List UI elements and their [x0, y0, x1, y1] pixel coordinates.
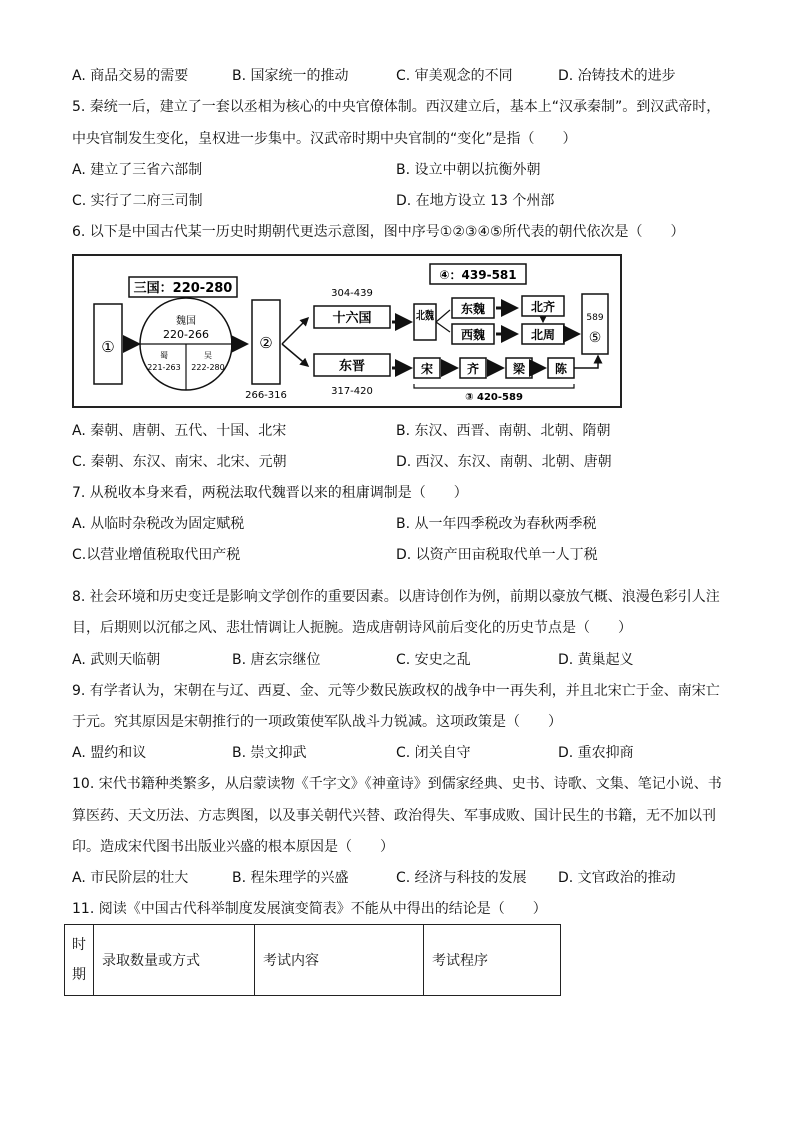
- q10-stem-line1: 10. 宋代书籍种类繁多，从启蒙读物《千字文》《神童诗》到儒家经典、史书、诗歌、文集、笔记小说、书: [72, 776, 722, 792]
- beizhou-label: 北周: [530, 328, 556, 342]
- label-4: ④：439-581: [439, 268, 517, 282]
- q5-option-d[interactable]: D. 在地方设立 13 个州部: [396, 193, 555, 209]
- q6-option-c[interactable]: C. 秦朝、东汉、南宋、北宋、元朝: [72, 454, 287, 470]
- table-header-quota: 录取数量或方式: [94, 925, 255, 996]
- q10-option-d[interactable]: D. 文官政治的推动: [558, 870, 676, 886]
- label-5-year: 589: [586, 313, 604, 323]
- beiwei-label: 北魏: [416, 309, 438, 322]
- q7-option-a[interactable]: A. 从临时杂税改为固定赋税: [72, 516, 245, 532]
- arrow-2-to-dongjin: [282, 344, 308, 366]
- q7-option-c[interactable]: C.以营业增值税取代田产税: [72, 547, 241, 563]
- table-header-row: [65, 925, 561, 996]
- q6-stem: 6. 以下是中国古代某一历史时期朝代更迭示意图，图中序号①②③④⑤所代表的朝代依次是（ ）: [72, 224, 685, 240]
- q9-stem-line2: 于元。究其原因是宋朝推行的一项政策使军队战斗力锐减。这项政策是（ ）: [72, 714, 562, 730]
- qi-label: 齐: [466, 362, 480, 376]
- q8-option-d[interactable]: D. 黄巢起义: [558, 652, 634, 668]
- label-5: ⑤: [588, 330, 602, 346]
- wu-years: 222-280: [191, 363, 225, 372]
- bracket-3: [414, 384, 574, 388]
- song-label: 宋: [420, 362, 434, 376]
- q4-option-c[interactable]: C. 审美观念的不同: [396, 68, 513, 84]
- q4-option-a[interactable]: A. 商品交易的需要: [72, 68, 189, 84]
- wei-years: 220-266: [163, 328, 209, 341]
- table-header-content: 考试内容: [255, 925, 424, 996]
- q8-stem-line1: 8. 社会环境和历史变迁是影响文学创作的重要因素。以唐诗创作为例，前期以豪放气概、浪漫色彩引人注: [72, 589, 720, 605]
- dongwei-label: 东魏: [460, 302, 486, 316]
- chen-label: 陈: [554, 362, 568, 376]
- q8-option-c[interactable]: C. 安史之乱: [396, 652, 471, 668]
- beiwei-split-top: [436, 310, 450, 322]
- q5-stem-line1: 5. 秦统一后，建立了一套以丞相为核心的中央官僚体制。西汉建立后，基本上“汉承秦制”。到汉武帝时，: [72, 99, 721, 115]
- table-header-procedure: 考试程序: [424, 925, 561, 996]
- xiwei-label: 西魏: [460, 328, 486, 342]
- q5-option-a[interactable]: A. 建立了三省六部制: [72, 162, 203, 178]
- q7-option-b[interactable]: B. 从一年四季税改为春秋两季税: [396, 516, 597, 532]
- q5-option-c[interactable]: C. 实行了二府三司制: [72, 193, 203, 209]
- q9-option-b[interactable]: B. 崇文抑武: [232, 745, 307, 761]
- sanguo-label: 三国：220-280: [133, 281, 233, 296]
- q5-stem-line2: 中央官制发生变化，皇权进一步集中。汉武帝时期中央官制的“变化”是指（ ）: [72, 131, 577, 147]
- q9-option-d[interactable]: D. 重农抑商: [558, 745, 634, 761]
- imperial-exam-table: [64, 924, 561, 996]
- label-1: ①: [101, 338, 115, 356]
- q11-stem: 11. 阅读《中国古代科举制度发展演变简表》不能从中得出的结论是（ ）: [72, 901, 547, 917]
- dynasty-diagram-svg: [74, 256, 620, 406]
- dongjin-label: 东晋: [338, 359, 366, 374]
- q4-option-d[interactable]: D. 冶铸技术的进步: [558, 68, 676, 84]
- sixteen-label: 十六国: [332, 311, 372, 326]
- q6-option-b[interactable]: B. 东汉、西晋、南朝、北朝、隋朝: [396, 423, 611, 439]
- table-header-period: 时期: [65, 925, 94, 996]
- sixteen-years: 304-439: [331, 288, 373, 299]
- q5-option-b[interactable]: B. 设立中朝以抗衡外朝: [396, 162, 541, 178]
- q6-option-a[interactable]: A. 秦朝、唐朝、五代、十国、北宋: [72, 423, 287, 439]
- arrow-2-to-sixteen: [282, 318, 308, 344]
- q6-option-d[interactable]: D. 西汉、东汉、南朝、北朝、唐朝: [396, 454, 612, 470]
- beiqi-label: 北齐: [530, 300, 556, 314]
- shu-years: 221-263: [147, 363, 181, 372]
- arrow-chen-to-5: [574, 356, 598, 368]
- label-3: ③ 420-589: [465, 392, 523, 403]
- wei-label: 魏国: [176, 316, 196, 327]
- q10-option-b[interactable]: B. 程朱理学的兴盛: [232, 870, 349, 886]
- q7-option-d[interactable]: D. 以资产田亩税取代单一人丁税: [396, 547, 598, 563]
- q10-option-a[interactable]: A. 市民阶层的壮大: [72, 870, 189, 886]
- wu-label: 吴: [204, 351, 212, 360]
- q9-option-c[interactable]: C. 闭关自守: [396, 745, 471, 761]
- dynasty-diagram: [72, 254, 622, 408]
- liang-label: 梁: [512, 362, 526, 376]
- dongjin-years: 317-420: [331, 386, 373, 397]
- q8-option-a[interactable]: A. 武则天临朝: [72, 652, 161, 668]
- label-2-years: 266-316: [245, 390, 287, 401]
- q9-option-a[interactable]: A. 盟约和议: [72, 745, 147, 761]
- q8-option-b[interactable]: B. 唐玄宗继位: [232, 652, 321, 668]
- q7-stem: 7. 从税收本身来看，两税法取代魏晋以来的租庸调制是（ ）: [72, 485, 468, 501]
- q9-stem-line1: 9. 有学者认为，宋朝在与辽、西夏、金、元等少数民族政权的战争中一再失利，并且北宋亡于金、南宋亡: [72, 683, 720, 699]
- q10-stem-line2: 算医药、天文历法、方志舆图，以及事关朝代兴替、政治得失、军事成败、国计民生的书籍，无不加以刊: [72, 808, 716, 824]
- shu-label: 蜀: [160, 351, 168, 360]
- q4-option-b[interactable]: B. 国家统一的推动: [232, 68, 349, 84]
- beiwei-split-bottom: [436, 322, 450, 332]
- q10-option-c[interactable]: C. 经济与科技的发展: [396, 870, 527, 886]
- q10-stem-line3: 印。造成宋代图书出版业兴盛的根本原因是（ ）: [72, 839, 394, 855]
- label-2: ②: [259, 334, 273, 352]
- q8-stem-line2: 目，后期则以沉郁之风、悲壮情调让人扼腕。造成唐朝诗风前后变化的历史节点是（ ）: [72, 620, 632, 636]
